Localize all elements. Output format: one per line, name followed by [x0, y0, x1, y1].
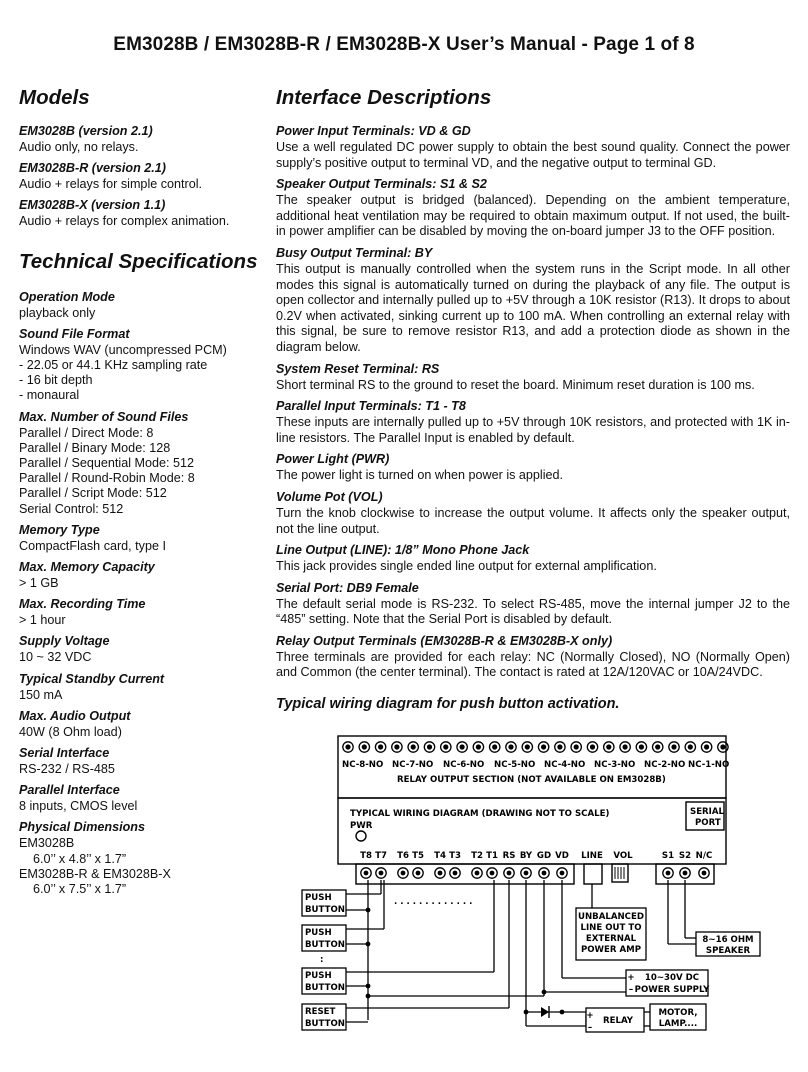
section-text: Short terminal RS to the ground to reset the board. Minimum reset duration is 100 ms. [276, 377, 755, 392]
line-jack [584, 864, 602, 884]
spec-value: - 16 bit depth [19, 373, 93, 388]
spec-dimensions [19, 820, 264, 897]
terminal-label: RS [502, 851, 516, 861]
spec-value: 8 inputs, CMOS level [19, 799, 138, 814]
section-title: Power Input Terminals: VD & GD [276, 124, 471, 138]
spec-label: Parallel Interface [19, 783, 120, 798]
terminal-screw [507, 871, 512, 876]
section-title: Serial Port: DB9 Female [276, 580, 419, 595]
relay-terminal-screw [671, 744, 676, 749]
spec-value: > 1 hour [19, 613, 66, 628]
spec-item [19, 783, 264, 814]
terminal-screw [683, 871, 688, 876]
line-out-label: POWER AMP [580, 945, 642, 955]
speaker-label: 8~16 OHM [702, 935, 754, 945]
pwr-led [356, 831, 366, 841]
relay-terminal-screw [623, 744, 628, 749]
serial-label: PORT [695, 818, 721, 828]
motor-label: MOTOR, [658, 1008, 698, 1018]
interface-section [276, 543, 790, 575]
section-text: Turn the knob clockwise to increase the output volume. It affects only the speaker output, not the line output. [276, 505, 790, 536]
section-text: This output is manually controlled when the system runs in the Script mode. In all other modes this signal is automatically turned on during the playback of any file. The output is open collector and internally pulled up to +5V through a 10K resistor (R13). It drops to about 0.2V when activated, sinking current up to 100 mA. When controlling an external relay with this signal, be sure to remove resistor R13, and add a protection diode as shown in the diagram below. [276, 261, 790, 354]
plus-label: + [627, 973, 635, 983]
vol-label: VOL [613, 851, 633, 861]
terminal-label: BY [519, 851, 533, 861]
spec-label: Typical Standby Current [19, 671, 165, 686]
relay-terminal-screw [411, 744, 416, 749]
interface-section [276, 634, 790, 681]
button-label: BUTTON [305, 1019, 345, 1029]
model-name: EM3028B-R (version 2.1) [19, 161, 166, 176]
interface-section [276, 399, 790, 446]
terminal-screw [364, 871, 369, 876]
section-text: The speaker output is bridged (balanced). Depending on the ambient temperature, additional heat ventilation may be required to obtain maximum output. If not used, the built-in power amplifier can be disabled by moving the on-board jumper J3 to the OFF position. [276, 193, 790, 239]
section-text: The default serial mode is RS-232. To select RS-485, move the internal jumper J2 to the “485” setting. Note that the Serial Port is disabled by default. [276, 596, 790, 627]
line-out-label: UNBALANCED [577, 912, 645, 922]
section-text: Three terminals are provided for each relay: NC (Normally Closed), NO (Normally Open) and Common (the center terminal). The contact is rated at 12A/120VAC or 10A/24VDC. [276, 649, 790, 680]
spec-value: EM3028B-R & EM3028B-X [19, 866, 171, 881]
spec-label: Max. Number of Sound Files [19, 409, 189, 424]
terminal-screw [438, 871, 443, 876]
specs-heading: Technical Specifications [19, 249, 258, 273]
relay-terminal-screw [427, 744, 432, 749]
line-out-label: EXTERNAL [585, 934, 637, 944]
terminal-screw [401, 871, 406, 876]
terminal-screw [542, 871, 547, 876]
model-item [19, 124, 264, 155]
terminal-screw [379, 871, 384, 876]
spec-value: - 22.05 or 44.1 KHz sampling rate [19, 358, 208, 373]
terminal-label: T3 [449, 851, 461, 861]
relay-label: NC-4-NO [544, 760, 586, 770]
relay-label: RELAY [602, 1016, 634, 1026]
spec-value: RS-232 / RS-485 [19, 762, 115, 777]
spec-label: Max. Audio Output [19, 708, 131, 723]
spec-value: Serial Control: 512 [19, 501, 124, 516]
spec-label: Physical Dimensions [19, 820, 145, 835]
minus-label: – [587, 1023, 593, 1033]
terminal-screw [702, 871, 707, 876]
section-title: Volume Pot (VOL) [276, 489, 383, 504]
relay-terminal-screw [394, 744, 399, 749]
spec-value: > 1 GB [19, 576, 59, 591]
spec-value: 150 mA [19, 687, 63, 702]
section-text: These inputs are internally pulled up to +5V through 10K resistors, and protected with 1K in-line resistors. The Parallel Input is enabled by default. [276, 415, 790, 445]
relay-label: NC-2-NO [644, 760, 686, 770]
button-label: BUTTON [305, 983, 345, 993]
spec-value: Parallel / Script Mode: 512 [19, 486, 167, 501]
terminal-screw [416, 871, 421, 876]
relay-terminal-screw [345, 744, 350, 749]
models-list [19, 124, 264, 230]
section-text: The power light is turned on when power is applied. [276, 468, 564, 483]
model-name: EM3028B-X (version 1.1) [19, 198, 166, 213]
left-column [19, 86, 264, 902]
relay-terminal-screw [606, 744, 611, 749]
spec-label: Max. Memory Capacity [19, 560, 155, 575]
relay-terminal-screw [720, 744, 725, 749]
wiring-diagram [298, 730, 770, 1068]
relay-label: NC-5-NO [494, 760, 536, 770]
section-title: Relay Output Terminals (EM3028B-R & EM3028B-X only) [276, 633, 613, 648]
button-label: BUTTON [305, 940, 345, 950]
plus-label: + [586, 1011, 594, 1021]
spec-item [19, 560, 264, 591]
spec-item [19, 597, 264, 628]
relay-terminal-screw [460, 744, 465, 749]
spec-item [19, 709, 264, 740]
right-column [276, 86, 790, 712]
terminal-screw [453, 871, 458, 876]
section-text: Use a well regulated DC power supply to obtain the best sound quality. Connect the power supply’s positive output to terminal VD, and the negative output to terminal GD. [276, 140, 790, 170]
terminal-screw [490, 871, 495, 876]
speaker-term-label: S1 [661, 851, 675, 861]
spec-value: Parallel / Binary Mode: 128 [19, 440, 171, 455]
speaker-term-label: N/C [695, 851, 713, 861]
relay-terminal-screw [476, 744, 481, 749]
spec-label: Sound File Format [19, 326, 130, 341]
button-label: BUTTON [305, 905, 345, 915]
section-title: Busy Output Terminal: BY [276, 245, 433, 260]
power-label: POWER SUPPLY [634, 985, 710, 995]
vol-pot [612, 864, 628, 882]
diode-icon [541, 1006, 549, 1018]
terminal-label: GD [536, 851, 552, 861]
spec-item [19, 746, 264, 777]
page-title: EM3028B / EM3028B-R / EM3028B-X User’s Manual - Page 1 of 8 [113, 34, 695, 55]
terminal-screw [524, 871, 529, 876]
relay-terminal-screw [541, 744, 546, 749]
interface-section [276, 246, 790, 356]
push-label: PUSH [305, 928, 332, 938]
spec-item [19, 634, 264, 665]
relay-terminal-screw [443, 744, 448, 749]
power-label: 10~30V DC [644, 973, 700, 983]
ellipsis-label: : [320, 955, 324, 965]
interface-section [276, 177, 790, 240]
spec-value: 6.0’’ x 4.8’’ x 1.7” [33, 851, 127, 866]
model-desc: Audio + relays for simple control. [19, 177, 203, 192]
terminal-label: VD [555, 851, 569, 861]
relay-terminal-screw [639, 744, 644, 749]
models-heading: Models [19, 86, 90, 109]
model-item [19, 198, 264, 229]
interface-section [276, 452, 790, 484]
relay-terminal-screw [574, 744, 579, 749]
section-title: Parallel Input Terminals: T1 - T8 [276, 399, 466, 414]
spec-value: EM3028B [19, 836, 75, 851]
interface-heading: Interface Descriptions [276, 86, 492, 109]
spec-label: Supply Voltage [19, 634, 110, 649]
spec-item [19, 523, 264, 554]
spec-value: Parallel / Sequential Mode: 512 [19, 456, 195, 471]
relay-terminal-screw [590, 744, 595, 749]
terminal-label: T8 [360, 851, 372, 861]
relay-label: NC-8-NO [342, 760, 384, 770]
terminal-label: T4 [434, 851, 446, 861]
speaker-label: SPEAKER [705, 946, 751, 956]
terminal-screw [560, 871, 565, 876]
model-name: EM3028B (version 2.1) [19, 124, 153, 138]
terminal-screw [475, 871, 480, 876]
spec-value: Windows WAV (uncompressed PCM) [19, 342, 227, 357]
spec-label: Max. Recording Time [19, 597, 146, 612]
relay-terminal-screw [525, 744, 530, 749]
interface-section [276, 490, 790, 537]
spec-value: Parallel / Round-Robin Mode: 8 [19, 471, 195, 486]
spec-item [19, 672, 264, 703]
spec-label: Operation Mode [19, 289, 115, 304]
relay-label: NC-7-NO [392, 760, 434, 770]
terminal-label: T7 [375, 851, 387, 861]
pwr-label: PWR [350, 821, 373, 831]
section-title: Line Output (LINE): 1/8” Mono Phone Jack [276, 543, 530, 558]
relay-terminal-screw [492, 744, 497, 749]
spec-item [19, 410, 264, 517]
model-desc: Audio only, no relays. [19, 140, 139, 154]
spec-value: - monaural [19, 388, 80, 403]
terminal-label: T2 [471, 851, 483, 861]
model-item [19, 161, 264, 192]
serial-label: SERIAL [690, 807, 725, 817]
minus-label: – [628, 985, 634, 995]
relay-label: NC-6-NO [443, 760, 485, 770]
terminal-label: T1 [486, 851, 498, 861]
section-title: System Reset Terminal: RS [276, 361, 440, 376]
dots-label: . . . . . . . . . . . . . [394, 897, 473, 907]
section-text: This jack provides single ended line output for external amplification. [276, 559, 657, 574]
spec-value: playback only [19, 305, 96, 320]
relay-terminal-screw [704, 744, 709, 749]
model-desc: Audio + relays for complex animation. [19, 214, 230, 229]
interface-section [276, 124, 790, 171]
section-title: Power Light (PWR) [276, 452, 390, 467]
relay-terminal-screw [557, 744, 562, 749]
reset-label: RESET [305, 1007, 336, 1017]
spec-item [19, 327, 264, 404]
relay-terminal-screw [362, 744, 367, 749]
push-label: PUSH [305, 893, 332, 903]
diagram-title: Typical wiring diagram for push button activation. [276, 696, 620, 713]
typical-label: TYPICAL WIRING DIAGRAM (DRAWING NOT TO SCALE) [350, 809, 610, 819]
relay-terminal-screw [655, 744, 660, 749]
relay-label: NC-1-NO [688, 760, 730, 770]
spec-value: Parallel / Direct Mode: 8 [19, 425, 154, 440]
motor-label: LAMP.... [658, 1019, 698, 1029]
spec-label: Serial Interface [19, 746, 110, 761]
terminal-screw [666, 871, 671, 876]
spec-item [19, 290, 264, 321]
spec-value: 6.0’’ x 7.5’’ x 1.7” [33, 882, 127, 897]
interface-section [276, 581, 790, 628]
relay-section-label: RELAY OUTPUT SECTION (NOT AVAILABLE ON EM3028B) [397, 775, 666, 785]
interface-sections [276, 124, 790, 681]
specs-list [19, 290, 264, 815]
relay-terminal-screw [508, 744, 513, 749]
section-title: Speaker Output Terminals: S1 & S2 [276, 177, 487, 192]
relay-label: NC-3-NO [594, 760, 636, 770]
terminal-label: T6 [397, 851, 409, 861]
line-label: LINE [581, 851, 603, 861]
terminal-label: T5 [412, 851, 424, 861]
relay-terminal-screw [688, 744, 693, 749]
line-out-label: LINE OUT TO [580, 923, 642, 933]
spec-value: CompactFlash card, type I [19, 538, 166, 553]
push-label: PUSH [305, 971, 332, 981]
interface-section [276, 362, 790, 394]
spec-value: 40W (8 Ohm load) [19, 724, 122, 739]
speaker-term-label: S2 [678, 851, 692, 861]
spec-value: 10 ~ 32 VDC [19, 650, 92, 665]
spec-label: Memory Type [19, 522, 100, 537]
relay-terminal-screw [378, 744, 383, 749]
